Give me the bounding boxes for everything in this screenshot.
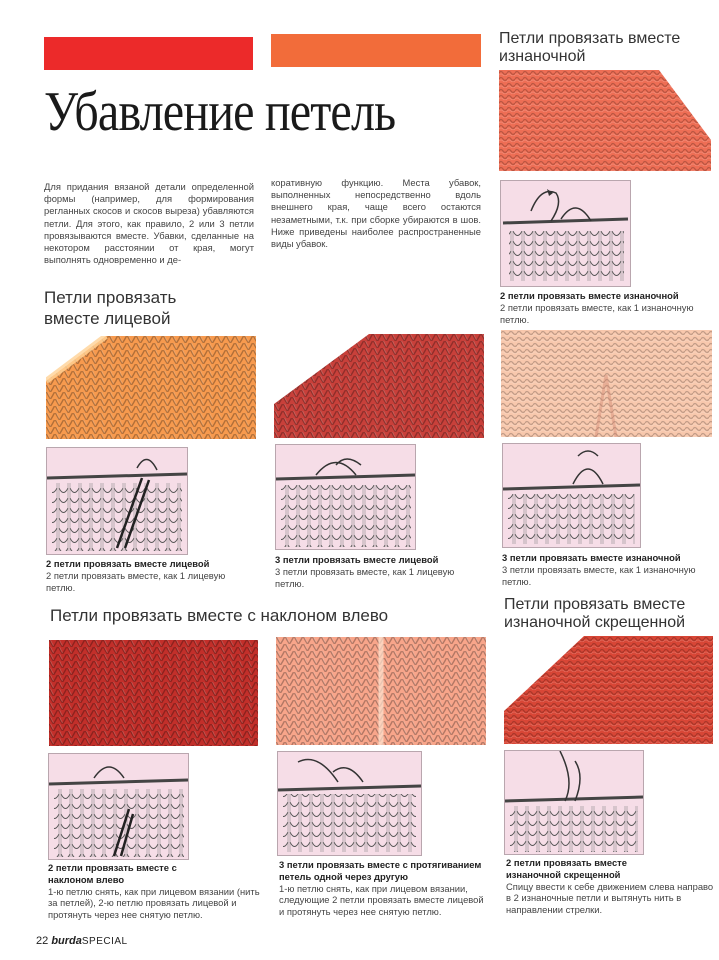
photo-purl-crossed: [504, 636, 713, 744]
page-number: 22: [36, 935, 49, 947]
caption-left-slant-two: [48, 862, 263, 921]
photo-purl-together: [499, 70, 711, 171]
diagram-left-slant-two: [48, 753, 189, 860]
caption-purl-three-together: [502, 552, 714, 587]
intro-column-1: Для придания вязаной детали определенной формы (например, для формирования регланных скосов и скосов выреза) убавляются петли. Для этого, как правило, 2 или 3 петли провязываются вместе. Убавки, сделанные на некотором расстоянии от края, могут выполнять одновременно и де-: [44, 181, 254, 266]
photo-left-slant-three: [276, 637, 486, 745]
caption-knit-two-together: [46, 558, 256, 593]
caption-text: 1-ю петлю снять, как при лицевом вязании, следующие 2 петли провязать вместе лицевой и протянуть через нее снятую петлю.: [279, 882, 484, 918]
caption-text: 3 петли провязать вместе, как 1 изнаночную петлю.: [502, 563, 696, 587]
brand-name: burda: [51, 935, 82, 947]
caption-text: 2 петли провязать вместе, как 1 изнаночную петлю.: [500, 301, 694, 325]
caption-title: 2 петли провязать вместе изнаночной скрещенной: [506, 857, 627, 880]
accent-bar-orange: [271, 34, 481, 67]
photo-knit-two-together: [46, 336, 256, 439]
caption-left-slant-three: [279, 859, 489, 918]
page-title: Убавление петель: [44, 81, 396, 143]
caption-purl-crossed: [506, 857, 716, 916]
diagram-knit-three-together: [275, 444, 416, 550]
caption-title: 3 петли провязать вместе лицевой: [275, 554, 439, 565]
section-title-knit-together: Петли провязать вместе лицевой: [44, 288, 177, 328]
diagram-knit-two-together: [46, 447, 188, 555]
caption-text: 3 петли провязать вместе, как 1 лицевую петлю.: [275, 565, 455, 589]
caption-purl-two-together: [500, 290, 712, 325]
intro-column-2: коративную функцию. Места убавок, выполненных непосредственно вдоль внешнего края, чаще всего остаются незаметными, т.к. при сборке убираются в шов. Ниже приведены наиболее распространенные виды убавок.: [271, 177, 481, 250]
caption-title: 2 петли провязать вместе лицевой: [46, 558, 210, 569]
caption-title: 2 петли провязать вместе с наклоном влево: [48, 862, 177, 885]
diagram-purl-two-together: [500, 180, 631, 287]
caption-title: 3 петли провязать вместе изнаночной: [502, 552, 681, 563]
diagram-purl-crossed: [504, 750, 644, 855]
caption-title: 2 петли провязать вместе изнаночной: [500, 290, 679, 301]
photo-purl-three-together: [501, 330, 712, 437]
caption-text: Спицу ввести к себе движением слева направо в 2 изнаночные петли и вытянуть нить в направлении стрелки.: [506, 880, 714, 916]
photo-knit-three-together: [274, 334, 484, 438]
section-title-purl-together: Петли провязать вместе изнаночной: [499, 30, 681, 65]
caption-text: 1-ю петлю снять, как при лицевом вязании (нить за петлей), 2-ю петлю провязать лицевой и протянуть через нее снятую петлю.: [48, 885, 260, 921]
diagram-left-slant-three: [277, 751, 422, 856]
section-title-purl-crossed: Петли провязать вместе изнаночной скрещенной: [504, 596, 686, 631]
diagram-purl-three-together: [502, 443, 641, 548]
caption-title: 3 петли провязать вместе с протягиванием петель одной через другую: [279, 859, 482, 882]
page-footer: [36, 935, 128, 947]
accent-bar-red: [44, 37, 253, 70]
photo-left-slant-two: [49, 640, 258, 746]
brand-special: SPECIAL: [81, 936, 128, 947]
caption-text: 2 петли провязать вместе, как 1 лицевую петлю.: [46, 569, 226, 593]
caption-knit-three-together: [275, 554, 485, 589]
section-title-left-slant: Петли провязать вместе с наклоном влево: [50, 606, 389, 625]
